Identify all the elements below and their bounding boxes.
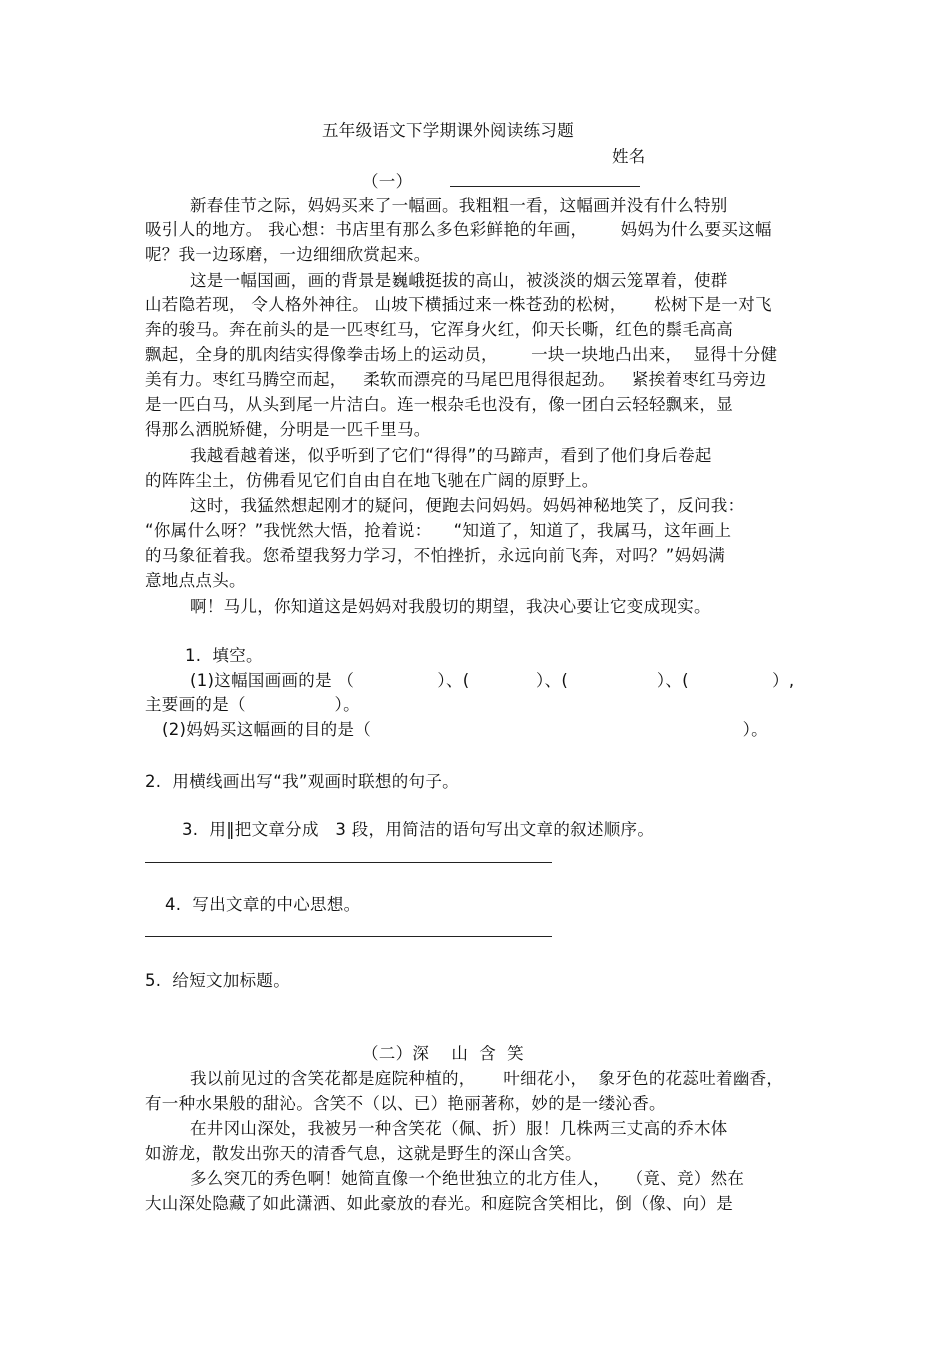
passage2-line: 有一种水果般的甜沁。含笑不（以、已）艳丽著称，妙的是一缕沁香。: [145, 1094, 666, 1113]
passage2-line: 大山深处隐藏了如此潇洒、如此豪放的春光。和庭院含笑相比，倒（像、向）是: [145, 1194, 733, 1213]
answer-line: [145, 936, 552, 937]
page-title: 五年级语文下学期课外阅读练习题: [322, 121, 574, 140]
question-4: 4. 写出文章的中心思想。: [165, 895, 361, 914]
passage2-line: 在井冈山深处，我被另一种含笑花（佩、折）服！几株两三丈高的乔木体: [190, 1119, 728, 1138]
passage2-line: 多么突兀的秀色啊！她简直像一个绝世独立的北方佳人， （竟、竞）然在: [190, 1169, 745, 1188]
passage1-line: 的阵阵尘土，仿佛看见它们自由自在地飞驰在广阔的原野上。: [145, 471, 599, 490]
question-3: 3. 用‖把文章分成 3 段，用简洁的语句写出文章的叙述顺序。: [182, 820, 655, 839]
passage2-line: 如游龙，散发出弥天的清香气息，这就是野生的深山含笑。: [145, 1144, 582, 1163]
passage1-line: 新春佳节之际，妈妈买来了一幅画。我粗粗一看，这幅画并没有什么特别: [190, 196, 728, 215]
question-1-1-cont: 主要画的是（ ）。: [145, 695, 360, 714]
section1-heading: （一）: [362, 172, 413, 191]
passage1-line: “你属什么呀？”我恍然大悟，抢着说： “知道了，知道了，我属马，这年画上: [145, 521, 732, 540]
passage1-line: 吸引人的地方。 我心想：书店里有那么多色彩鲜艳的年画， 妈妈为什么要买这幅: [145, 220, 772, 239]
passage1-line: 啊！马儿，你知道这是妈妈对我殷切的期望，我决心要让它变成现实。: [190, 597, 711, 616]
passage1-line: 得那么洒脱矫健，分明是一匹千里马。: [145, 420, 431, 439]
answer-line: [145, 862, 552, 863]
question-2: 2. 用横线画出写“我”观画时联想的句子。: [145, 772, 459, 791]
question-1-2: (2)妈妈买这幅画的目的是（ ）。: [162, 720, 768, 739]
passage1-line: 奔的骏马。奔在前头的是一匹枣红马，它浑身火红，仰天长嘶，红色的鬃毛高高: [145, 320, 733, 339]
name-underline: [450, 186, 640, 187]
name-label: 姓名: [612, 147, 646, 166]
passage1-line: 这是一幅国画，画的背景是巍峨挺拔的高山，被淡淡的烟云笼罩着，使群: [190, 271, 728, 290]
passage1-line: 我越看越着迷，似乎听到了它们“得得”的马蹄声，看到了他们身后卷起: [190, 446, 712, 465]
passage1-line: 美有力。枣红马腾空而起， 柔软而漂亮的马尾巴甩得很起劲。 紧挨着枣红马旁边: [145, 370, 767, 389]
passage1-line: 这时，我猛然想起刚才的疑问，便跑去问妈妈。妈妈神秘地笑了，反问我：: [190, 496, 745, 515]
section2-heading: （二）深 山 含 笑: [362, 1044, 524, 1063]
question-5: 5. 给短文加标题。: [145, 971, 291, 990]
passage1-line: 意地点点头。: [145, 571, 246, 590]
question-1: 1. 填空。: [185, 646, 263, 665]
passage1-line: 呢？我一边琢磨，一边细细欣赏起来。: [145, 245, 431, 264]
passage1-line: 山若隐若现， 令人格外神往。 山坡下横插过来一株苍劲的松树， 松树下是一对飞: [145, 295, 772, 314]
passage1-line: 飘起，全身的肌肉结实得像拳击场上的运动员， 一块一块地凸出来， 显得十分健: [145, 345, 778, 364]
passage2-line: 我以前见过的含笑花都是庭院种植的， 叶细花小， 象牙色的花蕊吐着幽香，: [190, 1069, 784, 1088]
question-1-1: (1)这幅国画画的是 （ ）、( ）、( ）、( ）,: [190, 671, 795, 690]
passage1-line: 是一匹白马，从头到尾一片洁白。连一根杂毛也没有，像一团白云轻轻飘来，显: [145, 395, 733, 414]
passage1-line: 的马象征着我。您希望我努力学习，不怕挫折，永远向前飞奔，对吗？”妈妈满: [145, 546, 726, 565]
